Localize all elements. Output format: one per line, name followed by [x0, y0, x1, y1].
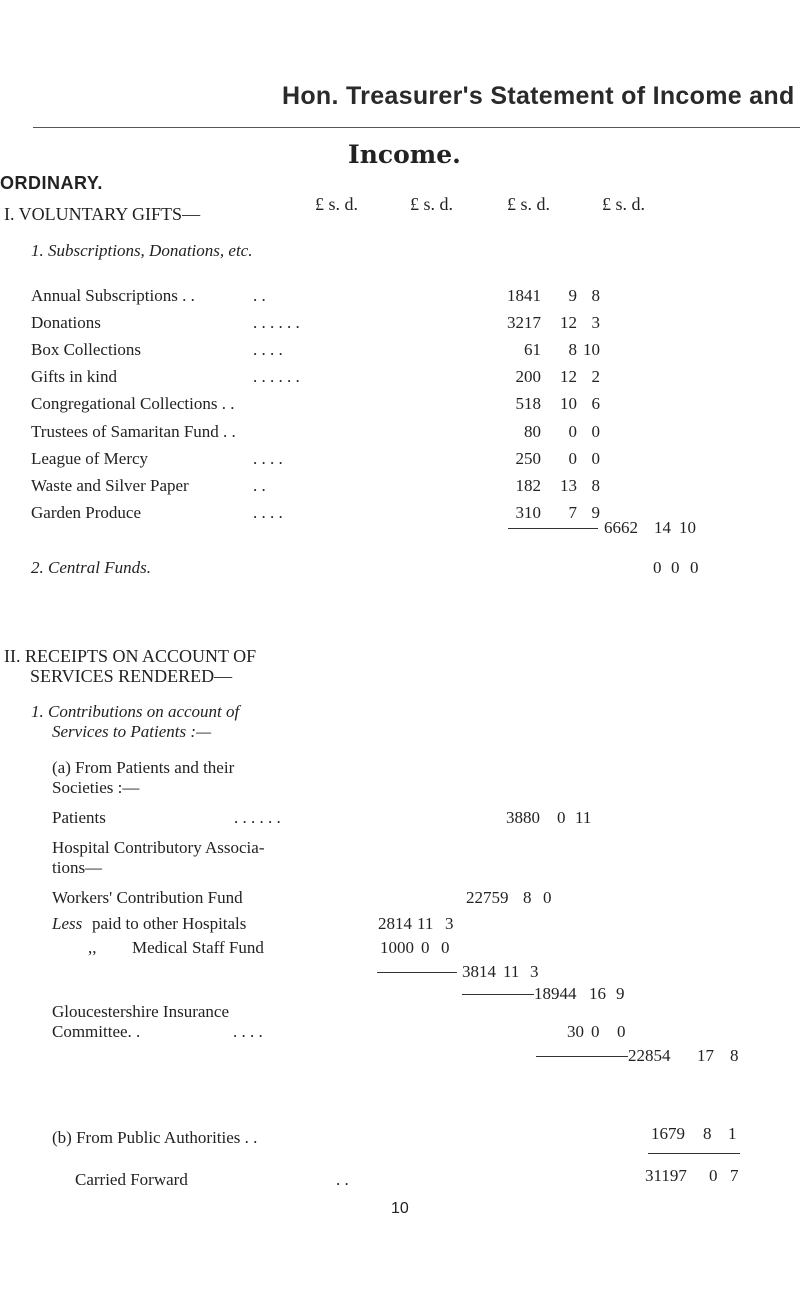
item-pounds: 61 [524, 340, 541, 359]
item-shillings: 12 [560, 367, 577, 386]
item-dots: . . . . [253, 449, 283, 468]
column-header-4: £ s. d. [602, 194, 646, 214]
patients-s: 0 [557, 808, 566, 827]
page-title: Hon. Treasurer's Statement of Income and [282, 82, 795, 110]
item-label: Waste and Silver Paper [31, 476, 189, 495]
item-label: Box Collections [31, 340, 142, 359]
column-header-1: £ s. d. [315, 194, 359, 214]
item-pounds: 250 [515, 449, 541, 468]
less-medical-label: Medical Staff Fund [132, 938, 264, 957]
less-total-d: 3 [530, 962, 539, 981]
item-label: Garden Produce [31, 503, 141, 522]
voluntary-total-rule [508, 528, 598, 529]
patients-label: Patients [52, 808, 106, 827]
item-label: Congregational Collections . . [31, 394, 235, 413]
receipts-heading-1: II. RECEIPTS ON ACCOUNT OF [4, 646, 257, 666]
item-shillings: 0 [568, 449, 577, 468]
item-shillings: 10 [560, 394, 577, 413]
hca-net-rule [462, 994, 534, 995]
public-d: 1 [728, 1124, 737, 1143]
less-other-d: 3 [445, 914, 454, 933]
central-funds-label: 2. Central Funds. [31, 558, 151, 577]
item-pence: 9 [591, 503, 600, 522]
ordinary-label: ORDINARY. [0, 173, 103, 193]
contributions-sub-2: Services to Patients :— [52, 722, 212, 741]
item-pounds: 518 [515, 394, 541, 413]
hca-line-1: Hospital Contributory Associa- [52, 838, 265, 857]
voluntary-total-d: 10 [679, 518, 696, 537]
item-pence: 3 [591, 313, 600, 332]
column-header-3: £ s. d. [507, 194, 551, 214]
patients-total-d: 8 [730, 1046, 739, 1065]
item-shillings: 7 [568, 503, 577, 522]
item-pence: 8 [591, 476, 600, 495]
item-pounds: 1841 [507, 286, 541, 305]
workers-s: 8 [523, 888, 532, 907]
contributions-sub-1: 1. Contributions on account of [31, 702, 240, 721]
item-pounds: 3217 [507, 313, 541, 332]
glos-line-2: Committee. . [52, 1022, 141, 1041]
patients-dots: . . . . . . [234, 808, 281, 827]
glos-d: 0 [617, 1022, 626, 1041]
central-funds-d: 0 [690, 558, 699, 577]
patients-total-rule [536, 1056, 628, 1057]
item-dots: . . [253, 286, 266, 305]
patients-l: 3880 [506, 808, 540, 827]
item-shillings: 8 [568, 340, 577, 359]
less-medical-l: 1000 [380, 938, 414, 957]
glos-s: 0 [591, 1022, 600, 1041]
item-shillings: 0 [568, 422, 577, 441]
item-shillings: 9 [568, 286, 577, 305]
voluntary-total-l: 6662 [604, 518, 638, 537]
item-label: League of Mercy [31, 449, 149, 468]
item-dots: . . . . [253, 340, 283, 359]
less-other-label: paid to other Hospitals [92, 914, 247, 933]
hca-net-d: 9 [616, 984, 625, 1003]
item-shillings: 12 [560, 313, 577, 332]
less-other-l: 2814 [378, 914, 412, 933]
item-pence: 10 [583, 340, 600, 359]
ditto-mark: ,, [88, 938, 97, 957]
item-shillings: 13 [560, 476, 577, 495]
carried-d: 7 [730, 1166, 739, 1185]
hca-line-2: tions— [52, 858, 103, 877]
central-funds-s: 0 [671, 558, 680, 577]
workers-l: 22759 [466, 888, 509, 907]
item-pounds: 310 [515, 503, 541, 522]
patients-total-l: 22854 [628, 1046, 671, 1065]
item-dots: . . . . [253, 503, 283, 522]
carried-rule [648, 1153, 740, 1154]
item-label: Donations [31, 313, 101, 332]
from-patients-2: Societies :— [52, 778, 140, 797]
less-total-s: 11 [503, 962, 520, 981]
item-pounds: 182 [515, 476, 541, 495]
item-dots: . . . . . . [253, 367, 300, 386]
receipts-heading-2: SERVICES RENDERED— [30, 666, 233, 686]
public-s: 8 [703, 1124, 712, 1143]
public-l: 1679 [651, 1124, 685, 1143]
glos-line-1: Gloucestershire Insurance [52, 1002, 230, 1021]
voluntary-total-s: 14 [654, 518, 671, 537]
header-rule [33, 127, 800, 128]
carried-forward-dots: . . [336, 1170, 349, 1189]
carried-s: 0 [709, 1166, 718, 1185]
less-other-s: 11 [417, 914, 434, 933]
section-title-income: Income. [348, 140, 461, 169]
item-label: Annual Subscriptions . . [31, 286, 195, 305]
item-label: Trustees of Samaritan Fund . . [31, 422, 236, 441]
page-number: 10 [391, 1200, 409, 1217]
less-medical-s: 0 [421, 938, 430, 957]
item-pence: 0 [591, 422, 600, 441]
item-label: Gifts in kind [31, 367, 117, 386]
item-pence: 2 [591, 367, 600, 386]
item-pence: 8 [591, 286, 600, 305]
public-authorities-label: (b) From Public Authorities . . [52, 1128, 258, 1147]
item-pounds: 80 [524, 422, 541, 441]
less-total-rule [377, 972, 457, 973]
carried-l: 31197 [645, 1166, 687, 1185]
patients-d: 11 [575, 808, 592, 827]
hca-net-s: 16 [589, 984, 606, 1003]
hca-net-l: 18944 [534, 984, 577, 1003]
patients-total-s: 17 [697, 1046, 714, 1065]
less-word: Less [52, 914, 83, 933]
voluntary-gifts-heading: I. VOLUNTARY GIFTS— [4, 204, 201, 224]
workers-d: 0 [543, 888, 552, 907]
subscriptions-subheading: 1. Subscriptions, Donations, etc. [31, 241, 253, 260]
glos-l: 30 [567, 1022, 584, 1041]
less-medical-d: 0 [441, 938, 450, 957]
item-pence: 0 [591, 449, 600, 468]
glos-dots: . . . . [233, 1022, 263, 1041]
item-pence: 6 [591, 394, 600, 413]
carried-forward-label: Carried Forward [75, 1170, 188, 1189]
column-header-2: £ s. d. [410, 194, 454, 214]
workers-label: Workers' Contribution Fund [52, 888, 243, 907]
item-dots: . . . . . . [253, 313, 300, 332]
less-total-l: 3814 [462, 962, 496, 981]
item-dots: . . [253, 476, 266, 495]
item-pounds: 200 [515, 367, 541, 386]
central-funds-l: 0 [653, 558, 662, 577]
from-patients-1: (a) From Patients and their [52, 758, 235, 777]
